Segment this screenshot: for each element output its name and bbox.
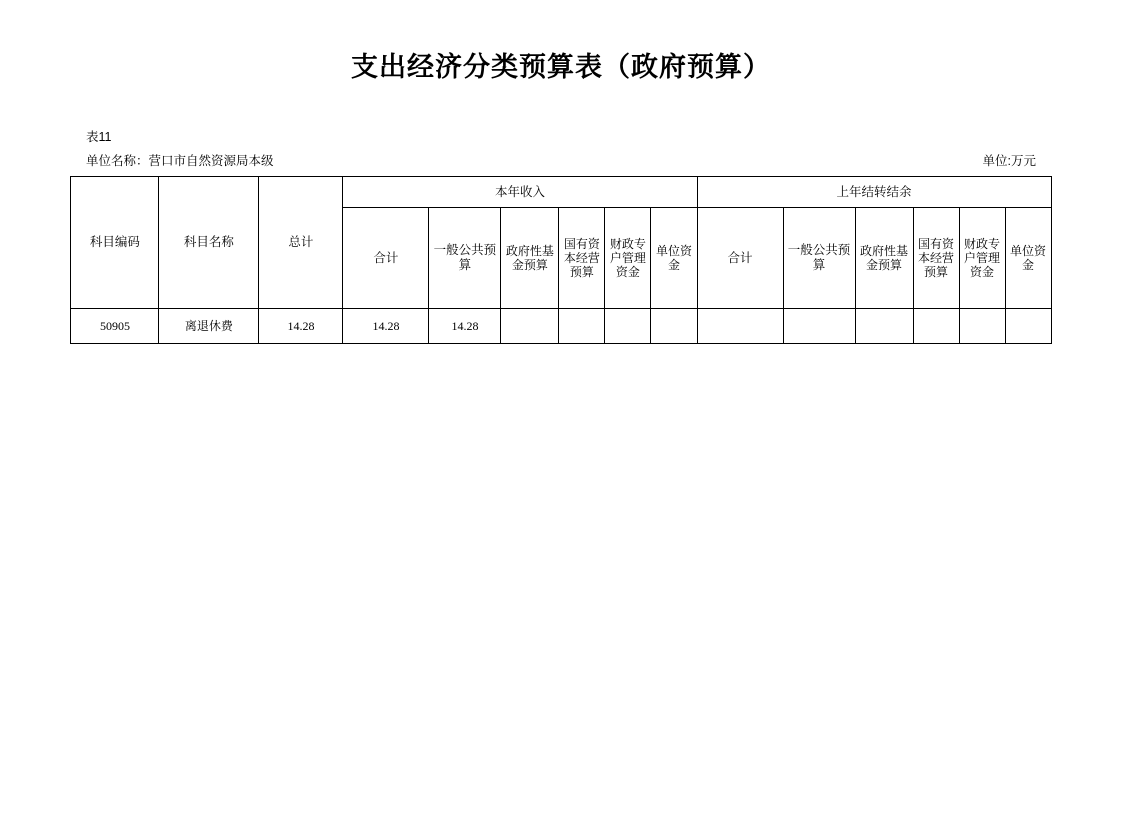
header-name: 科目名称 [159, 177, 259, 309]
cell-income-sum: 14.28 [343, 309, 429, 344]
cell-income-unit-fund [651, 309, 697, 344]
cell-income-general-public: 14.28 [429, 309, 501, 344]
header-group-prior-year-carryover: 上年结转结余 [697, 177, 1051, 208]
cell-carry-unit-fund [1005, 309, 1051, 344]
header-carry-fiscal-special: 财政专户管理资金 [959, 208, 1005, 309]
cell-carry-sum [697, 309, 783, 344]
cell-income-gov-fund [501, 309, 559, 344]
unit-measure: 单位:万元 [982, 154, 1036, 168]
budget-table [70, 176, 1051, 344]
form-number: 表11 [86, 130, 112, 144]
header-income-general-public: 一般公共预算 [429, 208, 501, 309]
header-carry-sum: 合计 [697, 208, 783, 309]
table-header-group-row [71, 177, 1051, 208]
cell-code: 50905 [71, 309, 159, 344]
header-carry-gov-fund: 政府性基金预算 [855, 208, 913, 309]
cell-carry-fiscal-special [959, 309, 1005, 344]
cell-carry-gov-fund [855, 309, 913, 344]
header-income-sum: 合计 [343, 208, 429, 309]
header-income-state-capital: 国有资本经营预算 [559, 208, 605, 309]
unit-name-value: 营口市自然资源局本级 [148, 154, 274, 168]
cell-total: 14.28 [259, 309, 343, 344]
header-income-unit-fund: 单位资金 [651, 208, 697, 309]
cell-name: 离退休费 [159, 309, 259, 344]
header-income-gov-fund: 政府性基金预算 [501, 208, 559, 309]
header-carry-general-public: 一般公共预算 [783, 208, 855, 309]
header-total: 总计 [259, 177, 343, 309]
header-carry-unit-fund: 单位资金 [1005, 208, 1051, 309]
header-code: 科目编码 [71, 177, 159, 309]
header-group-current-year-income: 本年收入 [343, 177, 697, 208]
meta-row [86, 152, 1036, 170]
cell-carry-general-public [783, 309, 855, 344]
header-carry-state-capital: 国有资本经营预算 [913, 208, 959, 309]
document-meta [86, 128, 1036, 170]
document-page [0, 45, 1122, 838]
cell-carry-state-capital [913, 309, 959, 344]
unit-name-label: 单位名称： [86, 154, 149, 168]
table-row [71, 309, 1051, 344]
unit-name [86, 152, 274, 170]
cell-income-state-capital [559, 309, 605, 344]
header-income-fiscal-special: 财政专户管理资金 [605, 208, 651, 309]
page-title: 支出经济分类预算表（政府预算） [351, 52, 771, 82]
cell-income-fiscal-special [605, 309, 651, 344]
